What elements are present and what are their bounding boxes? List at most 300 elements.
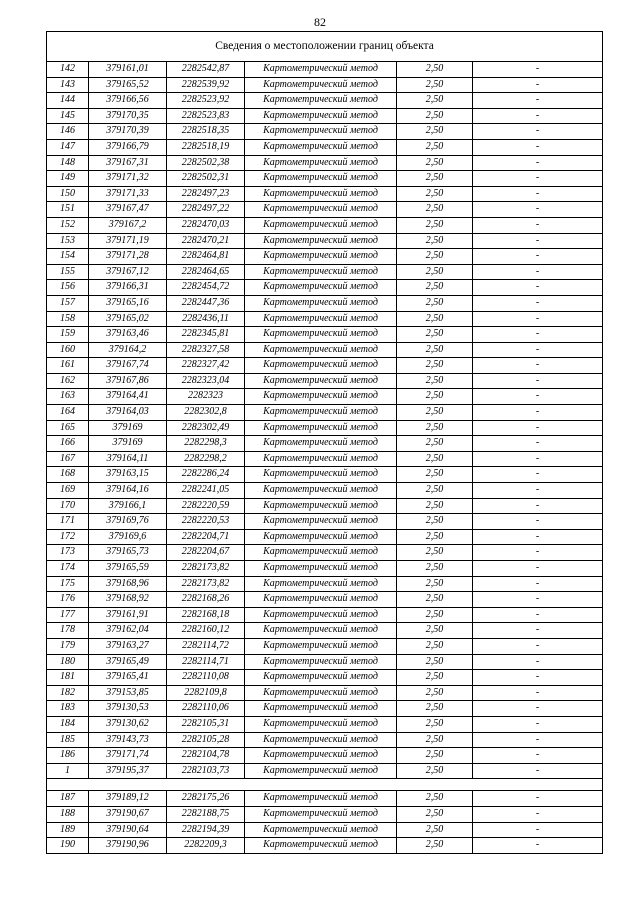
x-coordinate-cell: 379163,46: [89, 327, 167, 343]
description-cell: -: [473, 264, 603, 280]
description-cell: -: [473, 280, 603, 296]
point-number-cell: 185: [47, 732, 89, 748]
y-coordinate-cell: 2282209,3: [167, 838, 245, 854]
point-number-cell: 190: [47, 838, 89, 854]
point-number-cell: 179: [47, 638, 89, 654]
x-coordinate-cell: 379170,39: [89, 124, 167, 140]
y-coordinate-cell: 2282168,26: [167, 592, 245, 608]
x-coordinate-cell: 379167,47: [89, 202, 167, 218]
point-number-cell: 175: [47, 576, 89, 592]
point-number-cell: 171: [47, 514, 89, 530]
x-coordinate-cell: 379167,12: [89, 264, 167, 280]
y-coordinate-cell: 2282103,73: [167, 763, 245, 779]
description-cell: -: [473, 498, 603, 514]
accuracy-cell: 2,50: [397, 592, 473, 608]
table-row: [47, 171, 603, 187]
table-row: [47, 233, 603, 249]
accuracy-cell: 2,50: [397, 670, 473, 686]
point-number-cell: 156: [47, 280, 89, 296]
accuracy-cell: 2,50: [397, 685, 473, 701]
description-cell: -: [473, 607, 603, 623]
y-coordinate-cell: 2282204,67: [167, 545, 245, 561]
description-cell: -: [473, 233, 603, 249]
table-row: [47, 93, 603, 109]
description-cell: -: [473, 139, 603, 155]
description-cell: -: [473, 732, 603, 748]
description-cell: -: [473, 654, 603, 670]
x-coordinate-cell: 379130,53: [89, 701, 167, 717]
description-cell: -: [473, 806, 603, 822]
table-row: [47, 638, 603, 654]
x-coordinate-cell: 379153,85: [89, 685, 167, 701]
accuracy-cell: 2,50: [397, 529, 473, 545]
description-cell: -: [473, 327, 603, 343]
method-cell: Картометрический метод: [245, 280, 397, 296]
accuracy-cell: 2,50: [397, 327, 473, 343]
method-cell: Картометрический метод: [245, 249, 397, 265]
method-cell: Картометрический метод: [245, 171, 397, 187]
x-coordinate-cell: 379167,31: [89, 155, 167, 171]
y-coordinate-cell: 2282542,87: [167, 62, 245, 78]
point-number-cell: 157: [47, 295, 89, 311]
method-cell: Картометрический метод: [245, 264, 397, 280]
point-number-cell: 149: [47, 171, 89, 187]
point-number-cell: 159: [47, 327, 89, 343]
x-coordinate-cell: 379167,2: [89, 217, 167, 233]
accuracy-cell: 2,50: [397, 623, 473, 639]
x-coordinate-cell: 379165,41: [89, 670, 167, 686]
accuracy-cell: 2,50: [397, 171, 473, 187]
table-row: [47, 545, 603, 561]
description-cell: -: [473, 576, 603, 592]
method-cell: Картометрический метод: [245, 108, 397, 124]
description-cell: -: [473, 623, 603, 639]
description-cell: -: [473, 155, 603, 171]
accuracy-cell: 2,50: [397, 124, 473, 140]
description-cell: -: [473, 685, 603, 701]
table-heading-row: [47, 32, 603, 62]
point-number-cell: 160: [47, 342, 89, 358]
method-cell: Картометрический метод: [245, 124, 397, 140]
boundary-coordinates-table: [46, 31, 603, 854]
point-number-cell: 145: [47, 108, 89, 124]
y-coordinate-cell: 2282105,28: [167, 732, 245, 748]
point-number-cell: 150: [47, 186, 89, 202]
description-cell: -: [473, 638, 603, 654]
method-cell: Картометрический метод: [245, 217, 397, 233]
description-cell: -: [473, 342, 603, 358]
accuracy-cell: 2,50: [397, 483, 473, 499]
table-row: [47, 654, 603, 670]
table-row: [47, 806, 603, 822]
table-row: [47, 592, 603, 608]
y-coordinate-cell: 2282194,39: [167, 822, 245, 838]
table-row: [47, 249, 603, 265]
x-coordinate-cell: 379170,35: [89, 108, 167, 124]
table-row: [47, 280, 603, 296]
table-row: [47, 373, 603, 389]
accuracy-cell: 2,50: [397, 763, 473, 779]
description-cell: -: [473, 483, 603, 499]
x-coordinate-cell: 379190,64: [89, 822, 167, 838]
accuracy-cell: 2,50: [397, 514, 473, 530]
y-coordinate-cell: 2282464,81: [167, 249, 245, 265]
y-coordinate-cell: 2282188,75: [167, 806, 245, 822]
x-coordinate-cell: 379169,6: [89, 529, 167, 545]
accuracy-cell: 2,50: [397, 638, 473, 654]
table-row: [47, 342, 603, 358]
y-coordinate-cell: 2282464,65: [167, 264, 245, 280]
description-cell: -: [473, 514, 603, 530]
y-coordinate-cell: 2282523,83: [167, 108, 245, 124]
point-number-cell: 189: [47, 822, 89, 838]
accuracy-cell: 2,50: [397, 389, 473, 405]
description-cell: -: [473, 822, 603, 838]
point-number-cell: 148: [47, 155, 89, 171]
table-row: [47, 155, 603, 171]
accuracy-cell: 2,50: [397, 93, 473, 109]
description-cell: -: [473, 436, 603, 452]
y-coordinate-cell: 2282502,38: [167, 155, 245, 171]
y-coordinate-cell: 2282323,04: [167, 373, 245, 389]
description-cell: -: [473, 358, 603, 374]
description-cell: -: [473, 763, 603, 779]
point-number-cell: 180: [47, 654, 89, 670]
accuracy-cell: 2,50: [397, 716, 473, 732]
y-coordinate-cell: 2282114,72: [167, 638, 245, 654]
x-coordinate-cell: 379171,74: [89, 748, 167, 764]
x-coordinate-cell: 379165,59: [89, 561, 167, 577]
point-number-cell: 188: [47, 806, 89, 822]
y-coordinate-cell: 2282104,78: [167, 748, 245, 764]
point-number-cell: 152: [47, 217, 89, 233]
y-coordinate-cell: 2282470,03: [167, 217, 245, 233]
method-cell: Картометрический метод: [245, 670, 397, 686]
table-row: [47, 623, 603, 639]
accuracy-cell: 2,50: [397, 806, 473, 822]
y-coordinate-cell: 2282436,11: [167, 311, 245, 327]
x-coordinate-cell: 379168,92: [89, 592, 167, 608]
method-cell: Картометрический метод: [245, 685, 397, 701]
table-row: [47, 822, 603, 838]
table-row: [47, 202, 603, 218]
point-number-cell: 174: [47, 561, 89, 577]
method-cell: Картометрический метод: [245, 373, 397, 389]
table-row: [47, 77, 603, 93]
description-cell: -: [473, 311, 603, 327]
x-coordinate-cell: 379166,1: [89, 498, 167, 514]
description-cell: -: [473, 249, 603, 265]
method-cell: Картометрический метод: [245, 405, 397, 421]
accuracy-cell: 2,50: [397, 436, 473, 452]
table-row: [47, 358, 603, 374]
x-coordinate-cell: 379163,27: [89, 638, 167, 654]
x-coordinate-cell: 379171,19: [89, 233, 167, 249]
method-cell: Картометрический метод: [245, 327, 397, 343]
description-cell: -: [473, 748, 603, 764]
y-coordinate-cell: 2282470,21: [167, 233, 245, 249]
x-coordinate-cell: 379164,03: [89, 405, 167, 421]
table-row: [47, 467, 603, 483]
point-number-cell: 183: [47, 701, 89, 717]
method-cell: Картометрический метод: [245, 701, 397, 717]
x-coordinate-cell: 379143,73: [89, 732, 167, 748]
method-cell: Картометрический метод: [245, 451, 397, 467]
x-coordinate-cell: 379195,37: [89, 763, 167, 779]
x-coordinate-cell: 379165,73: [89, 545, 167, 561]
x-coordinate-cell: 379165,52: [89, 77, 167, 93]
x-coordinate-cell: 379165,02: [89, 311, 167, 327]
point-number-cell: 165: [47, 420, 89, 436]
accuracy-cell: 2,50: [397, 108, 473, 124]
y-coordinate-cell: 2282110,08: [167, 670, 245, 686]
point-number-cell: 182: [47, 685, 89, 701]
y-coordinate-cell: 2282539,92: [167, 77, 245, 93]
accuracy-cell: 2,50: [397, 838, 473, 854]
description-cell: -: [473, 451, 603, 467]
accuracy-cell: 2,50: [397, 701, 473, 717]
description-cell: -: [473, 93, 603, 109]
y-coordinate-cell: 2282105,31: [167, 716, 245, 732]
accuracy-cell: 2,50: [397, 467, 473, 483]
accuracy-cell: 2,50: [397, 186, 473, 202]
accuracy-cell: 2,50: [397, 732, 473, 748]
y-coordinate-cell: 2282109,8: [167, 685, 245, 701]
method-cell: Картометрический метод: [245, 822, 397, 838]
accuracy-cell: 2,50: [397, 498, 473, 514]
table-row: [47, 763, 603, 779]
method-cell: Картометрический метод: [245, 311, 397, 327]
method-cell: Картометрический метод: [245, 732, 397, 748]
point-number-cell: 168: [47, 467, 89, 483]
point-number-cell: 161: [47, 358, 89, 374]
y-coordinate-cell: 2282298,3: [167, 436, 245, 452]
description-cell: -: [473, 791, 603, 807]
point-number-cell: 166: [47, 436, 89, 452]
x-coordinate-cell: 379190,67: [89, 806, 167, 822]
table-row: [47, 186, 603, 202]
point-number-cell: 144: [47, 93, 89, 109]
table-row: [47, 732, 603, 748]
description-cell: -: [473, 389, 603, 405]
method-cell: Картометрический метод: [245, 139, 397, 155]
table-row: [47, 295, 603, 311]
table-row: [47, 420, 603, 436]
accuracy-cell: 2,50: [397, 822, 473, 838]
method-cell: Картометрический метод: [245, 514, 397, 530]
accuracy-cell: 2,50: [397, 748, 473, 764]
description-cell: -: [473, 529, 603, 545]
y-coordinate-cell: 2282302,49: [167, 420, 245, 436]
method-cell: Картометрический метод: [245, 389, 397, 405]
point-number-cell: 173: [47, 545, 89, 561]
description-cell: -: [473, 62, 603, 78]
x-coordinate-cell: 379189,12: [89, 791, 167, 807]
x-coordinate-cell: 379169,76: [89, 514, 167, 530]
x-coordinate-cell: 379166,31: [89, 280, 167, 296]
x-coordinate-cell: 379171,33: [89, 186, 167, 202]
x-coordinate-cell: 379164,2: [89, 342, 167, 358]
accuracy-cell: 2,50: [397, 233, 473, 249]
x-coordinate-cell: 379166,56: [89, 93, 167, 109]
method-cell: Картометрический метод: [245, 763, 397, 779]
accuracy-cell: 2,50: [397, 791, 473, 807]
description-cell: -: [473, 561, 603, 577]
description-cell: -: [473, 405, 603, 421]
method-cell: Картометрический метод: [245, 716, 397, 732]
method-cell: Картометрический метод: [245, 748, 397, 764]
point-number-cell: 187: [47, 791, 89, 807]
y-coordinate-cell: 2282168,18: [167, 607, 245, 623]
table-row: [47, 791, 603, 807]
method-cell: Картометрический метод: [245, 155, 397, 171]
accuracy-cell: 2,50: [397, 545, 473, 561]
table-row: [47, 436, 603, 452]
method-cell: Картометрический метод: [245, 607, 397, 623]
description-cell: -: [473, 108, 603, 124]
point-number-cell: 158: [47, 311, 89, 327]
point-number-cell: 167: [47, 451, 89, 467]
table-row: [47, 62, 603, 78]
description-cell: -: [473, 701, 603, 717]
accuracy-cell: 2,50: [397, 561, 473, 577]
x-coordinate-cell: 379130,62: [89, 716, 167, 732]
y-coordinate-cell: 2282497,22: [167, 202, 245, 218]
x-coordinate-cell: 379171,32: [89, 171, 167, 187]
table-row: [47, 716, 603, 732]
description-cell: -: [473, 124, 603, 140]
accuracy-cell: 2,50: [397, 405, 473, 421]
x-coordinate-cell: 379165,49: [89, 654, 167, 670]
point-number-cell: 181: [47, 670, 89, 686]
x-coordinate-cell: 379167,74: [89, 358, 167, 374]
x-coordinate-cell: 379167,86: [89, 373, 167, 389]
method-cell: Картометрический метод: [245, 592, 397, 608]
method-cell: Картометрический метод: [245, 295, 397, 311]
x-coordinate-cell: 379164,41: [89, 389, 167, 405]
method-cell: Картометрический метод: [245, 420, 397, 436]
point-number-cell: 162: [47, 373, 89, 389]
accuracy-cell: 2,50: [397, 654, 473, 670]
accuracy-cell: 2,50: [397, 358, 473, 374]
method-cell: Картометрический метод: [245, 233, 397, 249]
table-row: [47, 514, 603, 530]
x-coordinate-cell: 379164,11: [89, 451, 167, 467]
description-cell: -: [473, 77, 603, 93]
method-cell: Картометрический метод: [245, 483, 397, 499]
point-number-cell: 153: [47, 233, 89, 249]
y-coordinate-cell: 2282114,71: [167, 654, 245, 670]
y-coordinate-cell: 2282173,82: [167, 576, 245, 592]
method-cell: Картометрический метод: [245, 838, 397, 854]
method-cell: Картометрический метод: [245, 654, 397, 670]
table-row: [47, 389, 603, 405]
y-coordinate-cell: 2282175,26: [167, 791, 245, 807]
y-coordinate-cell: 2282323: [167, 389, 245, 405]
table-row: [47, 701, 603, 717]
point-number-cell: 1: [47, 763, 89, 779]
x-coordinate-cell: 379169: [89, 436, 167, 452]
y-coordinate-cell: 2282204,71: [167, 529, 245, 545]
accuracy-cell: 2,50: [397, 576, 473, 592]
y-coordinate-cell: 2282298,2: [167, 451, 245, 467]
x-coordinate-cell: 379168,96: [89, 576, 167, 592]
table-row: [47, 311, 603, 327]
y-coordinate-cell: 2282327,58: [167, 342, 245, 358]
accuracy-cell: 2,50: [397, 451, 473, 467]
table-row: [47, 670, 603, 686]
table-row: [47, 264, 603, 280]
accuracy-cell: 2,50: [397, 342, 473, 358]
accuracy-cell: 2,50: [397, 62, 473, 78]
table-row: [47, 607, 603, 623]
table-row: [47, 561, 603, 577]
table-row: [47, 838, 603, 854]
method-cell: Картометрический метод: [245, 186, 397, 202]
accuracy-cell: 2,50: [397, 217, 473, 233]
method-cell: Картометрический метод: [245, 561, 397, 577]
method-cell: Картометрический метод: [245, 467, 397, 483]
description-cell: -: [473, 838, 603, 854]
accuracy-cell: 2,50: [397, 77, 473, 93]
point-number-cell: 184: [47, 716, 89, 732]
y-coordinate-cell: 2282241,05: [167, 483, 245, 499]
method-cell: Картометрический метод: [245, 93, 397, 109]
point-number-cell: 163: [47, 389, 89, 405]
spacer-cell: [47, 779, 603, 791]
x-coordinate-cell: 379162,04: [89, 623, 167, 639]
description-cell: -: [473, 202, 603, 218]
point-number-cell: 142: [47, 62, 89, 78]
y-coordinate-cell: 2282302,8: [167, 405, 245, 421]
y-coordinate-cell: 2282160,12: [167, 623, 245, 639]
description-cell: -: [473, 545, 603, 561]
table-row: [47, 217, 603, 233]
y-coordinate-cell: 2282286,24: [167, 467, 245, 483]
y-coordinate-cell: 2282345,81: [167, 327, 245, 343]
description-cell: -: [473, 373, 603, 389]
y-coordinate-cell: 2282173,82: [167, 561, 245, 577]
accuracy-cell: 2,50: [397, 249, 473, 265]
point-number-cell: 177: [47, 607, 89, 623]
table-row: [47, 685, 603, 701]
table-spacer-row: [47, 779, 603, 791]
accuracy-cell: 2,50: [397, 280, 473, 296]
method-cell: Картометрический метод: [245, 436, 397, 452]
y-coordinate-cell: 2282502,31: [167, 171, 245, 187]
table-heading: Сведения о местоположении границ объекта: [47, 32, 603, 62]
point-number-cell: 172: [47, 529, 89, 545]
point-number-cell: 143: [47, 77, 89, 93]
y-coordinate-cell: 2282518,35: [167, 124, 245, 140]
y-coordinate-cell: 2282447,36: [167, 295, 245, 311]
method-cell: Картометрический метод: [245, 791, 397, 807]
x-coordinate-cell: 379166,79: [89, 139, 167, 155]
table-row: [47, 327, 603, 343]
accuracy-cell: 2,50: [397, 311, 473, 327]
table-row: [47, 124, 603, 140]
x-coordinate-cell: 379171,28: [89, 249, 167, 265]
x-coordinate-cell: 379190,96: [89, 838, 167, 854]
point-number-cell: 146: [47, 124, 89, 140]
method-cell: Картометрический метод: [245, 202, 397, 218]
description-cell: -: [473, 670, 603, 686]
point-number-cell: 186: [47, 748, 89, 764]
page-number: 82: [314, 15, 326, 29]
method-cell: Картометрический метод: [245, 576, 397, 592]
y-coordinate-cell: 2282327,42: [167, 358, 245, 374]
accuracy-cell: 2,50: [397, 155, 473, 171]
